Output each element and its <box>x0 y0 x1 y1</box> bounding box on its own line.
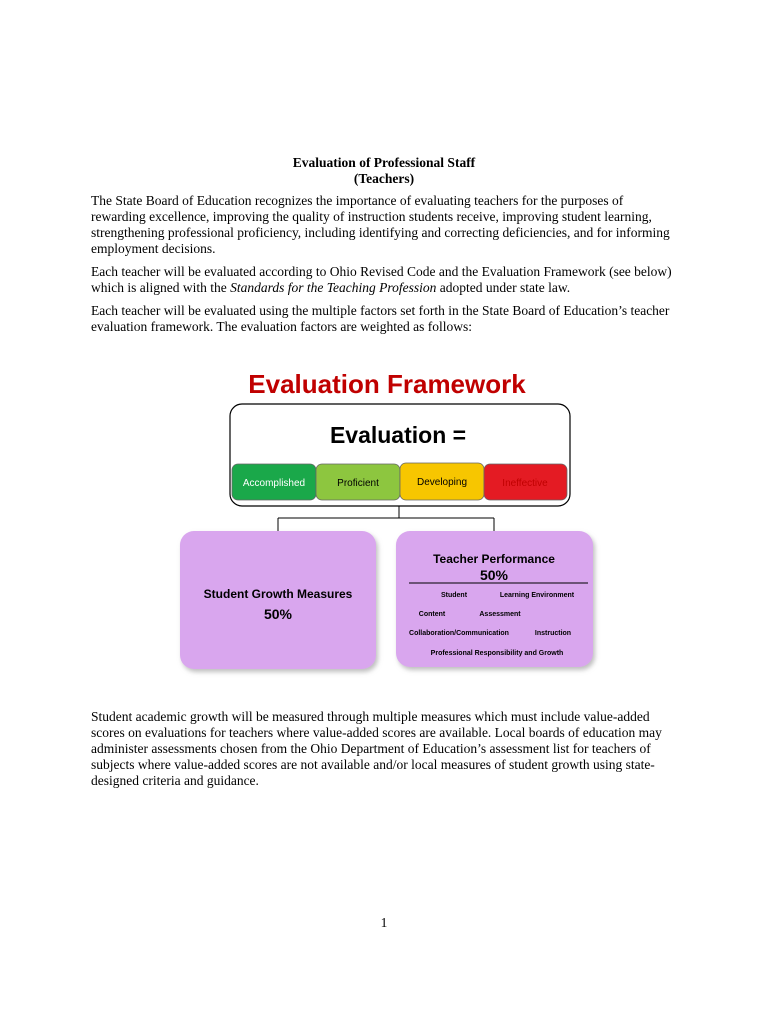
framework-title: Evaluation Framework <box>248 369 526 399</box>
standard-assessment: Assessment <box>479 611 521 618</box>
standards-title: Standards for the Teaching Profession <box>230 280 437 295</box>
rating-proficient: Proficient <box>337 478 379 489</box>
document-subtitle: (Teachers) <box>353 171 415 186</box>
evaluation-label: Evaluation = <box>329 422 467 448</box>
growth-paragraph <box>91 709 681 789</box>
standard-student: Student <box>440 592 468 599</box>
standard-content: Content <box>418 611 446 618</box>
page-number: 1 <box>380 915 388 930</box>
teacher-performance-label: Teacher Performance <box>433 552 555 566</box>
student-growth-weight: 50% <box>263 606 293 622</box>
teacher-performance-weight: 50% <box>479 567 509 583</box>
rating-developing: Developing <box>416 477 468 488</box>
standard-learning-environment: Learning Environment <box>499 592 575 599</box>
student-growth-label: Student Growth Measures <box>203 587 353 601</box>
document-title: Evaluation of Professional Staff <box>292 155 476 170</box>
rating-accomplished: Accomplished <box>242 478 306 489</box>
rating-scale <box>232 463 567 500</box>
growth-text: Student academic growth will be measured through multiple measures which must include value-added scores on evaluations for teachers where value-added scores are available. Local boards of education may administer assessments chosen from the Ohio Department of Education’s assessment list for teachers of subjects where value-added scores are not available and/or local measures of student growth using state-designed criteria and guidance. <box>91 709 662 788</box>
intro-text: The State Board of Education recognizes the importance of evaluating teachers for the purposes of rewarding excellence, improving the quality of instruction students receive, improving student learning, strengthening professional proficiency, including identifying and correcting deficiencies, and for informing employment decisions. <box>91 193 670 256</box>
rating-ineffective: Ineffective <box>502 478 548 489</box>
standard-professional: Professional Responsibility and Growth <box>430 650 564 657</box>
framework-text-before: Each teacher will be evaluated according to Ohio Revised Code and the Evaluation Framework (see below) which is aligned with the <box>91 264 672 295</box>
factors-text: Each teacher will be evaluated using the multiple factors set forth in the State Board of Education’s teacher evaluation framework. The evaluation factors are weighted as follows: <box>91 303 670 334</box>
framework-text-after: adopted under state law. <box>436 280 571 295</box>
connector-lines <box>278 506 494 531</box>
standard-instruction: Instruction <box>534 630 572 637</box>
standard-collaboration: Collaboration/Communication <box>409 630 509 637</box>
